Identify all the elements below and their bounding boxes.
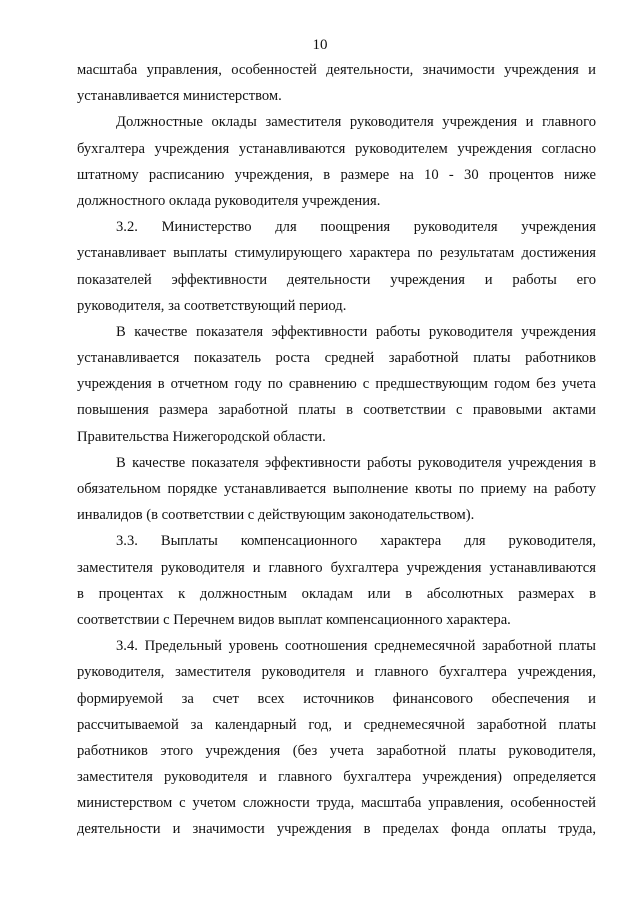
text-line: бухгалтера учреждения устанавливаются руководителем учреждения согласно [77,140,596,157]
text-line: показателей эффективности деятельности учреждения и работы его [77,271,596,288]
document-body [77,57,596,843]
text-line: учреждения в отчетном году по сравнению с предшествующим годом без учета [77,376,596,393]
text-line: соответствии с Перечнем видов выплат компенсационного характера. [77,611,511,628]
text-line: инвалидов (в соответствии с действующим законодательством). [77,507,475,524]
text-line: должностного оклада руководителя учреждения. [77,192,381,209]
text-line: масштаба управления, особенностей деятельности, значимости учреждения и [77,62,596,78]
text-line: руководителя, заместителя руководителя и главного бухгалтера учреждения, [77,664,596,681]
text-line: заместителя руководителя и главного бухгалтера учреждения) определяется [77,769,596,786]
text-line: 3.3. Выплаты компенсационного характера для руководителя, [116,533,596,550]
text-line: заместителя руководителя и главного бухгалтера учреждения устанавливаются [77,559,596,576]
text-line: 3.4. Предельный уровень соотношения среднемесячной заработной платы [116,638,596,655]
text-line: работников этого учреждения (без учета заработной платы руководителя, [77,742,596,759]
text-line: устанавливается показатель роста средней заработной платы работников [77,350,596,367]
text-line: В качестве показателя эффективности работы руководителя учреждения [116,323,596,340]
text-line: министерством с учетом сложности труда, масштаба управления, особенностей [77,795,596,812]
text-line: устанавливает выплаты стимулирующего характера по результатам достижения [77,245,596,262]
text-line: 3.2. Министерство для поощрения руководителя учреждения [116,219,596,236]
page-number: 10 [312,37,328,53]
text-line: Должностные оклады заместителя руководителя учреждения и главного [116,114,596,131]
text-line: В качестве показателя эффективности работы руководителя учреждения в [116,454,596,471]
text-line: повышения размера заработной платы в соответствии с правовыми актами [77,402,596,419]
text-line: штатному расписанию учреждения, в размере на 10 - 30 процентов ниже [77,166,596,183]
text-line: рассчитываемой за календарный год, и среднемесячной заработной платы [77,716,596,733]
text-line: в процентах к должностным окладам или в абсолютных размерах в [77,585,596,602]
text-line: руководителя, за соответствующий период. [77,297,347,314]
text-line: деятельности и значимости учреждения в пределах фонда оплаты труда, [77,821,596,838]
text-line: формируемой за счет всех источников финансового обеспечения и [77,690,596,707]
text-line: устанавливается министерством. [77,88,282,105]
text-line: обязательном порядке устанавливается выполнение квоты по приему на работу [77,481,596,497]
text-line: Правительства Нижегородской области. [77,428,326,445]
